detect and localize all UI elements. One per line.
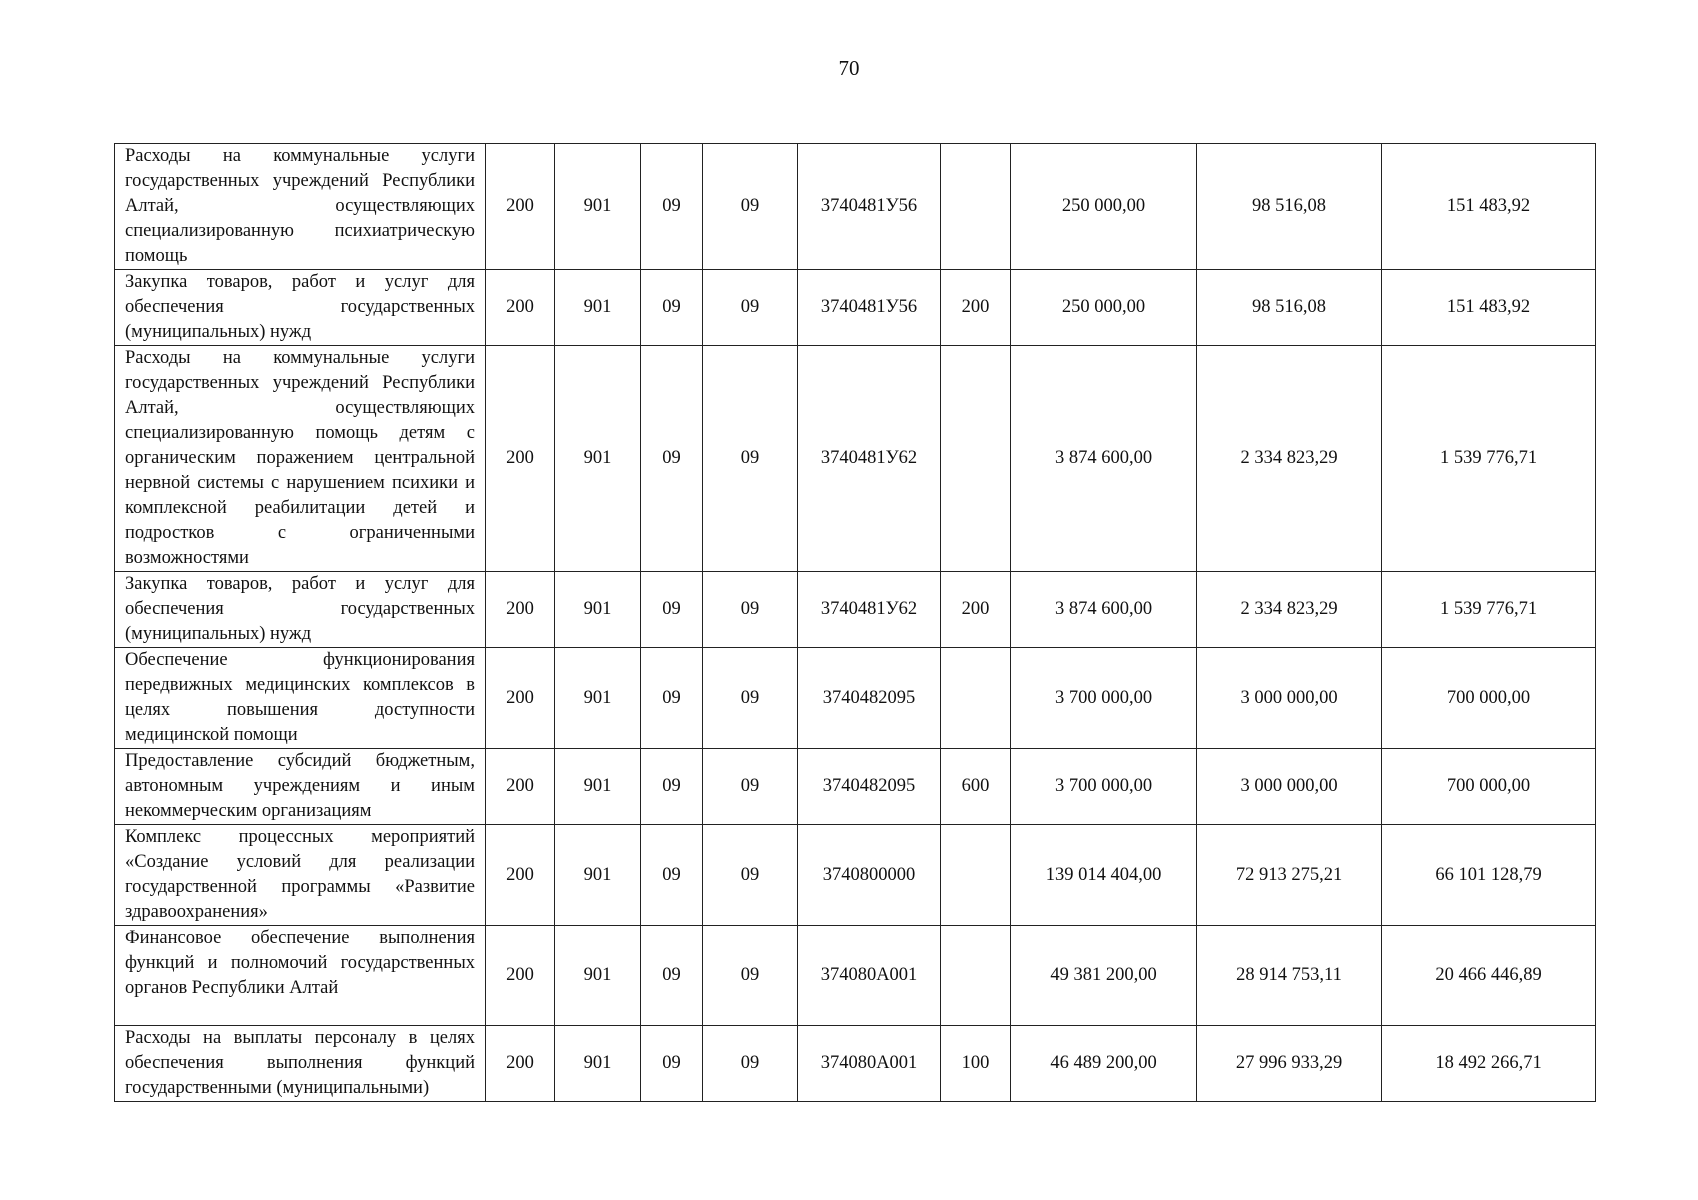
admin-code-cell: 200 — [486, 270, 555, 346]
executed-amount-cell: 27 996 933,29 — [1197, 1026, 1382, 1102]
expense-type-cell: 600 — [941, 749, 1011, 825]
table-row — [115, 346, 1596, 572]
target-article-cell: 3740481У56 — [798, 270, 941, 346]
table-body — [115, 144, 1596, 1102]
ved-code-cell: 901 — [555, 572, 641, 648]
target-article-cell: 3740481У62 — [798, 346, 941, 572]
subsection-code-cell: 09 — [703, 825, 798, 926]
subsection-code-cell: 09 — [703, 749, 798, 825]
ved-code-cell: 901 — [555, 144, 641, 270]
table-row — [115, 648, 1596, 749]
section-code-cell: 09 — [641, 270, 703, 346]
row-name-cell — [115, 648, 486, 749]
executed-amount-cell: 28 914 753,11 — [1197, 926, 1382, 1026]
expense-type-cell: 100 — [941, 1026, 1011, 1102]
plan-amount-cell: 3 874 600,00 — [1011, 572, 1197, 648]
row-name-cell — [115, 572, 486, 648]
expense-type-cell — [941, 144, 1011, 270]
row-name: Предоставление субсидий бюджетным, автономным учреждениям и иным некоммерческим организациям — [125, 751, 475, 821]
executed-amount-cell: 98 516,08 — [1197, 270, 1382, 346]
target-article-cell: 3740481У56 — [798, 144, 941, 270]
section-code-cell: 09 — [641, 926, 703, 1026]
table-row — [115, 1026, 1596, 1102]
plan-amount-cell: 250 000,00 — [1011, 270, 1197, 346]
admin-code-cell: 200 — [486, 749, 555, 825]
remainder-amount-cell: 151 483,92 — [1382, 144, 1596, 270]
table-row — [115, 926, 1596, 1026]
plan-amount-cell: 49 381 200,00 — [1011, 926, 1197, 1026]
section-code-cell: 09 — [641, 144, 703, 270]
row-name-cell — [115, 1026, 486, 1102]
subsection-code-cell: 09 — [703, 572, 798, 648]
remainder-amount-cell: 66 101 128,79 — [1382, 825, 1596, 926]
admin-code-cell: 200 — [486, 1026, 555, 1102]
subsection-code-cell: 09 — [703, 270, 798, 346]
row-name-cell — [115, 346, 486, 572]
expense-type-cell: 200 — [941, 572, 1011, 648]
plan-amount-cell: 46 489 200,00 — [1011, 1026, 1197, 1102]
target-article-cell: 374080А001 — [798, 926, 941, 1026]
ved-code-cell: 901 — [555, 749, 641, 825]
section-code-cell: 09 — [641, 648, 703, 749]
ved-code-cell: 901 — [555, 825, 641, 926]
row-name-cell — [115, 926, 486, 1026]
expense-type-cell — [941, 825, 1011, 926]
row-name: Закупка товаров, работ и услуг для обеспечения государственных (муниципальных) нужд — [125, 574, 475, 644]
ved-code-cell: 901 — [555, 926, 641, 1026]
table-row — [115, 572, 1596, 648]
subsection-code-cell: 09 — [703, 144, 798, 270]
section-code-cell: 09 — [641, 825, 703, 926]
expense-type-cell — [941, 926, 1011, 1026]
target-article-cell: 3740482095 — [798, 749, 941, 825]
section-code-cell: 09 — [641, 749, 703, 825]
ved-code-cell: 901 — [555, 1026, 641, 1102]
admin-code-cell: 200 — [486, 648, 555, 749]
row-name: Закупка товаров, работ и услуг для обеспечения государственных (муниципальных) нужд — [125, 272, 475, 342]
remainder-amount-cell: 151 483,92 — [1382, 270, 1596, 346]
row-name: Комплекс процессных мероприятий «Создание условий для реализации государственной программы «Развитие здравоохранения» — [125, 827, 475, 922]
row-name: Расходы на коммунальные услуги государственных учреждений Республики Алтай, осуществляющих специализированную помощь детям с органическим поражением центральной нервной системы с нарушением психики и комплексной реабилитации детей и подростков с ограниченными возможностями — [125, 348, 475, 568]
executed-amount-cell: 98 516,08 — [1197, 144, 1382, 270]
admin-code-cell: 200 — [486, 825, 555, 926]
target-article-cell: 3740482095 — [798, 648, 941, 749]
row-name: Финансовое обеспечение выполнения функций и полномочий государственных органов Республики Алтай — [125, 928, 475, 998]
plan-amount-cell: 250 000,00 — [1011, 144, 1197, 270]
admin-code-cell: 200 — [486, 572, 555, 648]
section-code-cell: 09 — [641, 1026, 703, 1102]
remainder-amount-cell: 1 539 776,71 — [1382, 572, 1596, 648]
plan-amount-cell: 139 014 404,00 — [1011, 825, 1197, 926]
expense-type-cell: 200 — [941, 270, 1011, 346]
ved-code-cell: 901 — [555, 648, 641, 749]
admin-code-cell: 200 — [486, 926, 555, 1026]
executed-amount-cell: 2 334 823,29 — [1197, 346, 1382, 572]
section-code-cell: 09 — [641, 346, 703, 572]
executed-amount-cell: 2 334 823,29 — [1197, 572, 1382, 648]
admin-code-cell: 200 — [486, 144, 555, 270]
ved-code-cell: 901 — [555, 346, 641, 572]
ved-code-cell: 901 — [555, 270, 641, 346]
row-name: Расходы на коммунальные услуги государственных учреждений Республики Алтай, осуществляющих специализированную психиатрическую помощь — [125, 146, 475, 266]
section-code-cell: 09 — [641, 572, 703, 648]
row-name-cell — [115, 144, 486, 270]
table-row — [115, 825, 1596, 926]
row-name: Обеспечение функционирования передвижных медицинских комплексов в целях повышения доступности медицинской помощи — [125, 650, 475, 745]
target-article-cell: 3740800000 — [798, 825, 941, 926]
admin-code-cell: 200 — [486, 346, 555, 572]
plan-amount-cell: 3 700 000,00 — [1011, 749, 1197, 825]
remainder-amount-cell: 18 492 266,71 — [1382, 1026, 1596, 1102]
plan-amount-cell: 3 874 600,00 — [1011, 346, 1197, 572]
table-row — [115, 144, 1596, 270]
subsection-code-cell: 09 — [703, 346, 798, 572]
remainder-amount-cell: 20 466 446,89 — [1382, 926, 1596, 1026]
target-article-cell: 3740481У62 — [798, 572, 941, 648]
subsection-code-cell: 09 — [703, 1026, 798, 1102]
row-name: Расходы на выплаты персоналу в целях обеспечения выполнения функций государственными (муниципальными) — [125, 1028, 475, 1098]
remainder-amount-cell: 1 539 776,71 — [1382, 346, 1596, 572]
executed-amount-cell: 3 000 000,00 — [1197, 648, 1382, 749]
target-article-cell: 374080А001 — [798, 1026, 941, 1102]
subsection-code-cell: 09 — [703, 648, 798, 749]
table-row — [115, 749, 1596, 825]
expense-type-cell — [941, 346, 1011, 572]
executed-amount-cell: 3 000 000,00 — [1197, 749, 1382, 825]
executed-amount-cell: 72 913 275,21 — [1197, 825, 1382, 926]
remainder-amount-cell: 700 000,00 — [1382, 749, 1596, 825]
expense-type-cell — [941, 648, 1011, 749]
table-row — [115, 270, 1596, 346]
row-name-cell — [115, 825, 486, 926]
subsection-code-cell: 09 — [703, 926, 798, 1026]
plan-amount-cell: 3 700 000,00 — [1011, 648, 1197, 749]
budget-table — [114, 143, 1596, 1102]
row-name-cell — [115, 749, 486, 825]
remainder-amount-cell: 700 000,00 — [1382, 648, 1596, 749]
row-name-cell — [115, 270, 486, 346]
page-number: 70 — [838, 56, 860, 80]
